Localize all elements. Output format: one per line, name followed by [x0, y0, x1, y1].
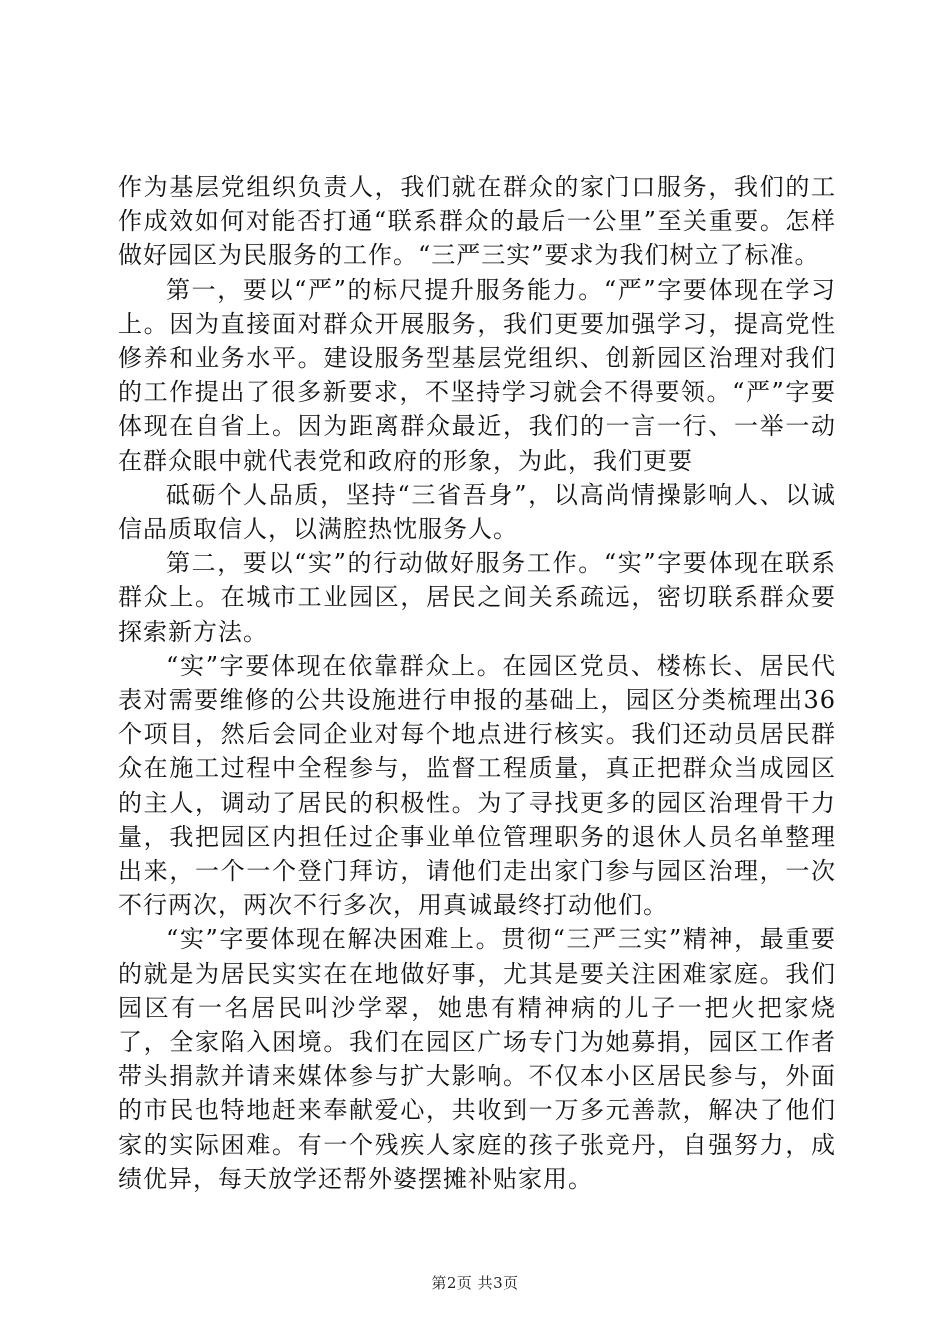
paragraph-solve-difficulties: “实”字要体现在解决困难上。贯彻“三严三实”精神，最重要的就是为居民实实在在地做好事，尤其是要关注困难家庭。我们园区有一名居民叫沙学翠，她患有精神病的儿子一把火把家烧了，全家陷入困境。我们在园区广场专门为她募捐，园区工作者带头捐款并请来媒体参与扩大影响。不仅本小区居民参与，外面的市民也特地赶来奉献爱心，共收到一万多元善款，解决了他们家的实际困难。有一个残疾人家庭的孩子张竞丹，自强努力，成绩优异，每天放学还帮外婆摆摊补贴家用。 — [118, 925, 836, 1193]
document-body — [118, 170, 836, 1196]
page-number-footer: 第2页 共3页 — [431, 1274, 519, 1292]
paragraph-first-point: 第一，要以“严”的标尺提升服务能力。“严”字要体现在学习上。因为直接面对群众开展服务，我们更要加强学习，提高党性修养和业务水平。建设服务型基层党组织、创新园区治理对我们的工作提出了很多新要求，不坚持学习就会不得要领。“严”字要体现在自省上。因为距离群众最近，我们的一言一行、一举一动在群众眼中就代表党和政府的形象，为此，我们更要 — [118, 275, 836, 475]
paragraph-intro: 作为基层党组织负责人，我们就在群众的家门口服务，我们的工作成效如何对能否打通“联系群众的最后一公里”至关重要。怎样做好园区为民服务的工作。“三严三实”要求为我们树立了标准。 — [118, 173, 836, 270]
paragraph-first-point-continued: 砥砺个人品质，坚持“三省吾身”，以高尚情操影响人、以诚信品质取信人，以满腔热忱服务人。 — [118, 480, 836, 544]
paragraph-second-point: 第二，要以“实”的行动做好服务工作。“实”字要体现在联系群众上。在城市工业园区，居民之间关系疏远，密切联系群众要探索新方法。 — [118, 549, 836, 646]
paragraph-rely-on-masses: “实”字要体现在依靠群众上。在园区党员、楼栋长、居民代表对需要维修的公共设施进行申报的基础上，园区分类梳理出36个项目，然后会同企业对每个地点进行核实。我们还动员居民群众在施工过程中全程参与，监督工程质量，真正把群众当成园区的主人，调动了居民的积极性。为了寻找更多的园区治理骨干力量，我把园区内担任过企事业单位管理职务的退休人员名单整理出来，一个一个登门拜访，请他们走出家门参与园区治理，一次不行两次，两次不行多次，用真诚最终打动他们。 — [118, 651, 836, 920]
